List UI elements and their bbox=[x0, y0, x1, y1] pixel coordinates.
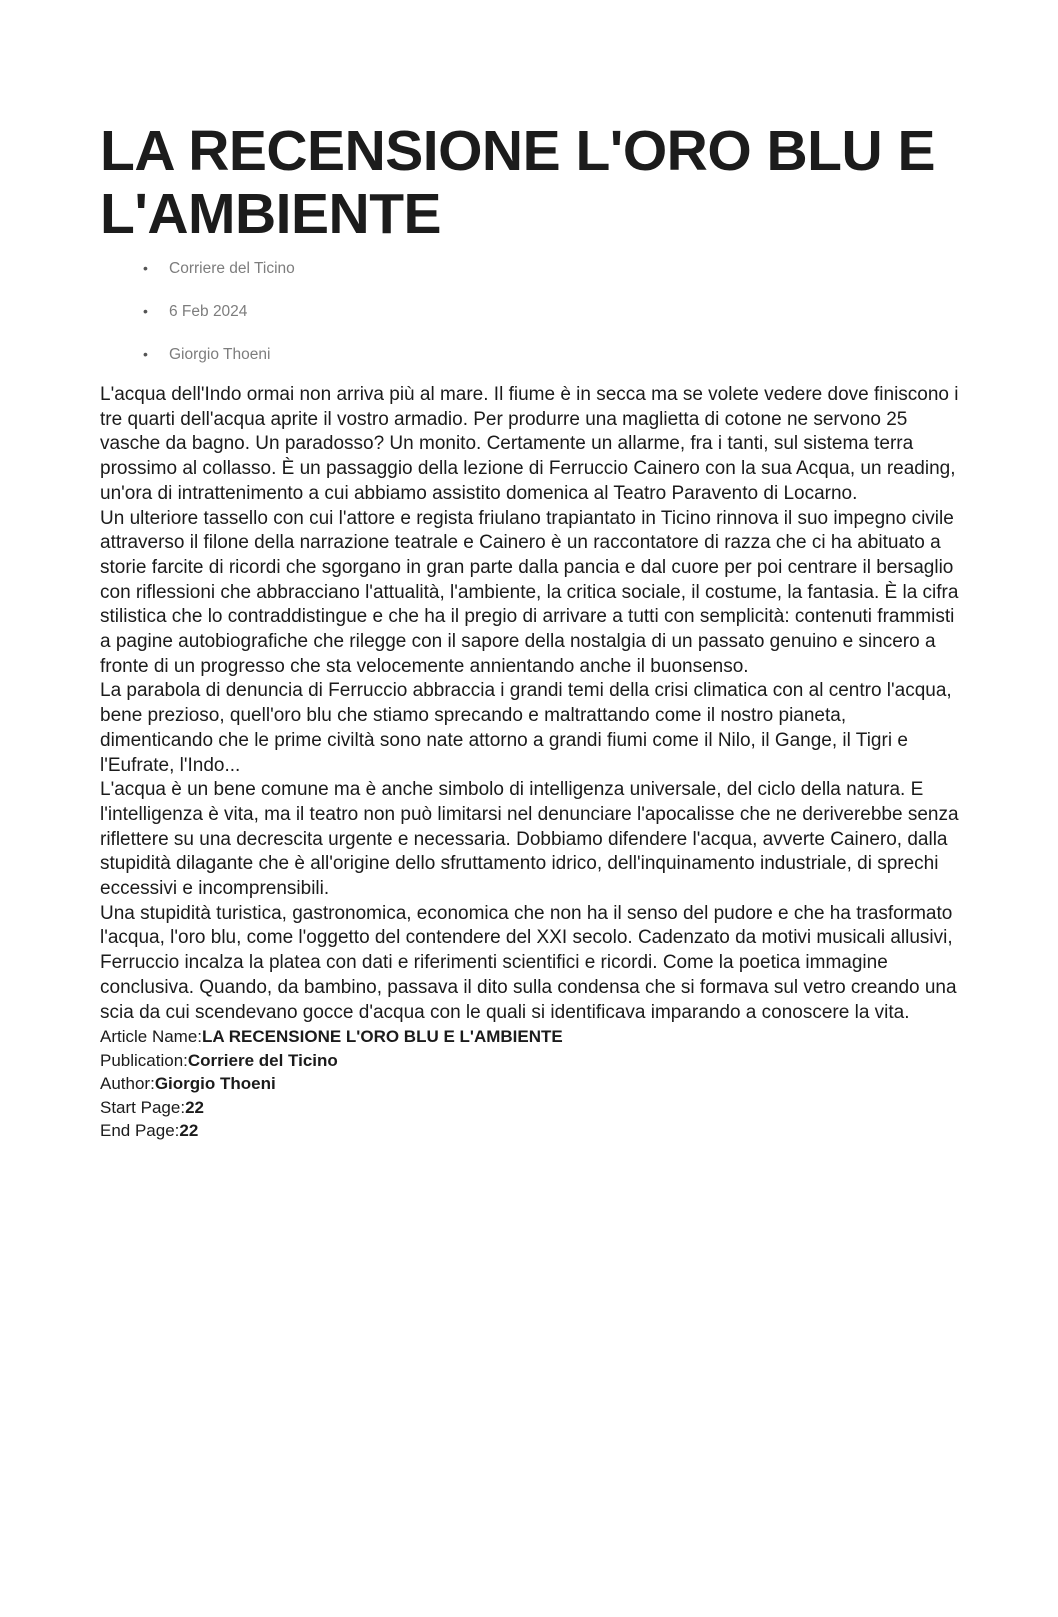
article-meta-list bbox=[100, 260, 960, 363]
article-details bbox=[100, 1025, 962, 1143]
detail-author bbox=[100, 1072, 962, 1096]
detail-label: Start Page: bbox=[100, 1097, 186, 1117]
list-item-author bbox=[100, 346, 960, 363]
bullet-icon: • bbox=[143, 260, 148, 276]
detail-article-name bbox=[100, 1025, 962, 1049]
detail-publication bbox=[100, 1049, 962, 1073]
paragraph: Un ulteriore tassello con cui l'attore e regista friulano trapiantato in Ticino rinnova il suo impegno civile attraverso il filone della narrazione teatrale e Cainero è un raccontatore di razza che ci ha abituato a storie farcite di ricordi che sgorgano in gran parte dalla pancia e dal cuore per poi centrare il bersaglio con riflessioni che abbracciano l'attualità, l'ambiente, la critica sociale, il costume, la fantasia. È la cifra stilistica che lo contraddistingue e che ha il pregio di arrivare a tutti con semplicità: contenuti frammisti a pagine autobiografiche che rilegge con il sapore della nostalgia di un passato genuino e sincero a fronte di un progresso che sta velocemente annientando anche il buonsenso. bbox=[100, 507, 959, 677]
paragraph: Una stupidità turistica, gastronomica, economica che non ha il senso del pudore e che ha trasformato l'acqua, l'oro blu, come l'oggetto del contendere del XXI secolo. Cadenzato da motivi musicali allusivi, Ferruccio incalza la platea con dati e riferimenti scientifici e ricordi. Come la poetica immagine conclusiva. Quando, da bambino, passava il dito sulla condensa che si formava sul vetro creando una scia da cui scendevano gocce d'acqua con le quali si identificava imparando a conoscere la vita. bbox=[100, 902, 957, 1023]
detail-label: Author: bbox=[100, 1074, 155, 1094]
detail-value: 22 bbox=[185, 1097, 204, 1117]
bullet-icon: • bbox=[143, 346, 148, 362]
detail-value: LA RECENSIONE L'ORO BLU E L'AMBIENTE bbox=[202, 1027, 563, 1047]
detail-value: 22 bbox=[179, 1121, 199, 1141]
detail-value: Giorgio Thoeni bbox=[154, 1074, 276, 1094]
article-body bbox=[100, 383, 962, 1025]
bullet-icon: • bbox=[143, 303, 148, 319]
detail-label: End Page: bbox=[100, 1121, 180, 1141]
paragraph: La parabola di denuncia di Ferruccio abbraccia i grandi temi della crisi climatica con al centro l'acqua, bene prezioso, quell'oro blu che stiamo sprecando e maltrattando come il nostro pianeta, dimenticando che le prime civiltà sono nate attorno a grandi fiumi come il Nilo, il Gange, il Tigri e l'Eufrate, l'Indo... bbox=[100, 680, 952, 776]
detail-value: Corriere del Ticino bbox=[187, 1050, 338, 1070]
list-item-publication bbox=[100, 260, 960, 277]
publication-name: Corriere del Ticino bbox=[169, 260, 295, 277]
article-date: 6 Feb 2024 bbox=[169, 303, 248, 320]
detail-end-page bbox=[100, 1119, 962, 1143]
author-name: Giorgio Thoeni bbox=[169, 346, 271, 363]
detail-label: Publication: bbox=[100, 1050, 188, 1070]
paragraph: L'acqua è un bene comune ma è anche simbolo di intelligenza universale, del ciclo della natura. E l'intelligenza è vita, ma il teatro non può limitarsi nel denunciare l'apocalisse che ne deriverebbe senza riflettere su una decrescita urgente e necessaria. Dobbiamo difendere l'acqua, avverte Cainero, dalla stupidità dilagante che è all'origine dello sfruttamento idrico, dell'inquinamento industriale, di sprechi eccessivi e incomprensibili. bbox=[100, 779, 959, 900]
list-item-date bbox=[100, 303, 960, 320]
document-page bbox=[0, 120, 1058, 1617]
detail-label: Article Name: bbox=[100, 1027, 203, 1047]
paragraph: L'acqua dell'Indo ormai non arriva più al mare. Il fiume è in secca ma se volete vedere dove finiscono i tre quarti dell'acqua aprite il vostro armadio. Per produrre una maglietta di cotone ne servono 25 vasche da bagno. Un paradosso? Un monito. Certamente un allarme, fra i tanti, sul sistema terra prossimo al collasso. È un passaggio della lezione di Ferruccio Cainero con la sua Acqua, un reading, un'ora di intrattenimento a cui abbiamo assistito domenica al Teatro Paravento di Locarno. bbox=[100, 384, 959, 504]
detail-start-page bbox=[100, 1096, 962, 1120]
page-title: LA RECENSIONE L'ORO BLU E L'AMBIENTE bbox=[100, 119, 935, 246]
